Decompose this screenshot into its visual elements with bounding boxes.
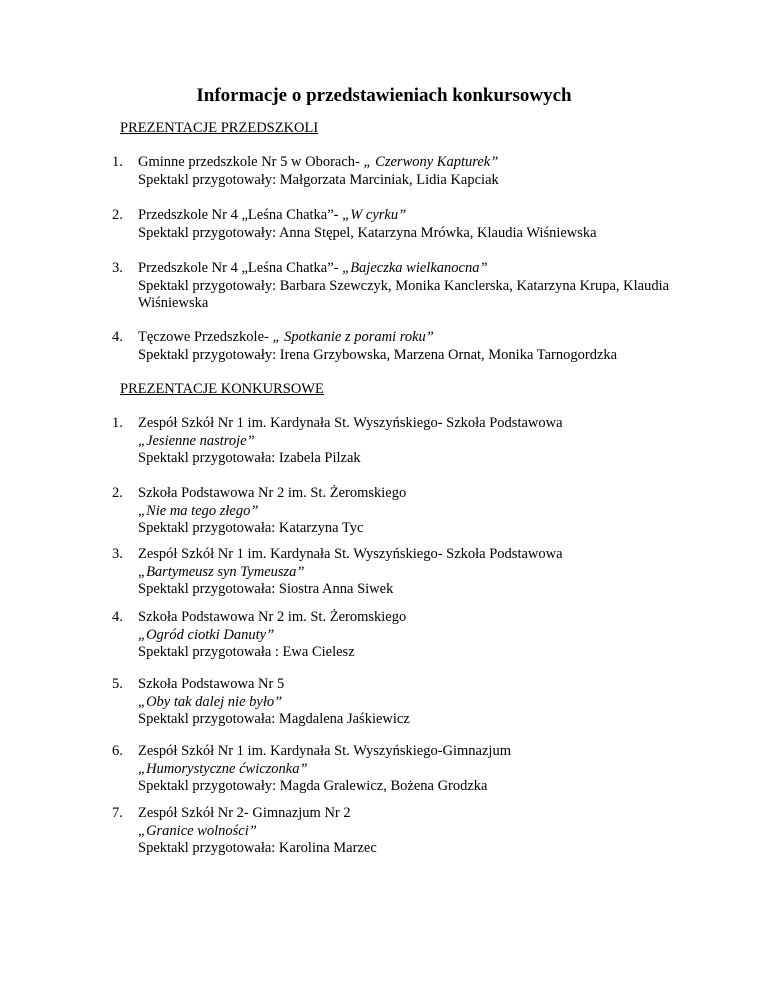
item-heading bbox=[138, 207, 748, 225]
item-number: 1. bbox=[112, 415, 123, 431]
item-number: 1. bbox=[112, 154, 123, 170]
item-heading bbox=[138, 329, 748, 347]
item-organization: Szkoła Podstawowa Nr 2 im. St. Żeromskiego bbox=[138, 609, 407, 625]
item-credits: Spektakl przygotowała: Izabela Pilzak bbox=[138, 450, 361, 466]
item-play-title: „Nie ma tego złego” bbox=[138, 502, 259, 519]
item-organization: Zespół Szkół Nr 1 im. Kardynała St. Wyszyńskiego- Szkoła Podstawowa bbox=[138, 415, 563, 431]
item-credits: Spektakl przygotowała: Karolina Marzec bbox=[138, 840, 377, 856]
list-item bbox=[112, 207, 748, 242]
list-item bbox=[112, 546, 748, 599]
item-heading bbox=[138, 260, 698, 278]
item-organization: Szkoła Podstawowa Nr 5 bbox=[138, 676, 285, 692]
item-organization: Przedszkole Nr 4 „Leśna Chatka”- bbox=[138, 260, 343, 276]
item-credits: Spektakl przygotowały: Barbara Szewczyk, Monika Kanclerska, Katarzyna Krupa, Klaudia Wiśniewska bbox=[138, 277, 670, 311]
item-play-title: „Ogród ciotki Danuty” bbox=[138, 626, 275, 643]
section-heading-competition: PREZENTACJE KONKURSOWE bbox=[120, 381, 324, 397]
item-play-title: „W cyrku” bbox=[342, 207, 407, 223]
item-play-title: „Bajeczka wielkanocna” bbox=[342, 260, 488, 276]
item-credits: Spektakl przygotowały: Magda Gralewicz, Bożena Grodzka bbox=[138, 778, 488, 794]
item-number: 5. bbox=[112, 676, 123, 692]
item-play-title: „Oby tak dalej nie było” bbox=[138, 693, 283, 710]
item-play-title: „Jesienne nastroje” bbox=[138, 432, 255, 449]
list-item bbox=[112, 609, 748, 662]
item-play-title: „Bartymeusz syn Tymeusza” bbox=[138, 563, 305, 580]
item-number: 3. bbox=[112, 260, 123, 276]
item-number: 4. bbox=[112, 329, 123, 345]
item-play-title: „ Czerwony Kapturek” bbox=[363, 154, 499, 170]
item-credits: Spektakl przygotowała: Magdalena Jaśkiewicz bbox=[138, 711, 410, 727]
item-number: 7. bbox=[112, 805, 123, 821]
item-number: 4. bbox=[112, 609, 123, 625]
item-play-title: „Granice wolności” bbox=[138, 822, 257, 839]
list-item bbox=[112, 154, 748, 189]
list-item bbox=[112, 485, 748, 538]
item-organization: Tęczowe Przedszkole- bbox=[138, 329, 273, 345]
item-play-title: „ Spotkanie z porami roku” bbox=[272, 329, 434, 345]
item-number: 6. bbox=[112, 743, 123, 759]
item-credits: Spektakl przygotowała: Siostra Anna Siwek bbox=[138, 581, 394, 597]
item-organization: Przedszkole Nr 4 „Leśna Chatka”- bbox=[138, 207, 343, 223]
item-organization: Gminne przedszkole Nr 5 w Oborach- bbox=[138, 154, 364, 170]
list-item bbox=[112, 676, 748, 729]
item-credits: Spektakl przygotowały: Anna Stępel, Katarzyna Mrówka, Klaudia Wiśniewska bbox=[138, 224, 597, 241]
section-heading-preschool: PREZENTACJE PRZEDSZKOLI bbox=[120, 120, 319, 136]
list-item bbox=[112, 260, 698, 313]
item-organization: Szkoła Podstawowa Nr 2 im. St. Żeromskiego bbox=[138, 485, 407, 501]
list-item bbox=[112, 415, 748, 468]
list-item bbox=[112, 329, 748, 364]
item-number: 2. bbox=[112, 207, 123, 223]
item-credits: Spektakl przygotowała : Ewa Cielesz bbox=[138, 644, 355, 660]
page-title: Informacje o przedstawieniach konkursowych bbox=[196, 85, 572, 106]
list-item bbox=[112, 805, 748, 858]
item-organization: Zespół Szkół Nr 1 im. Kardynała St. Wyszyńskiego- Szkoła Podstawowa bbox=[138, 546, 563, 562]
item-number: 2. bbox=[112, 485, 123, 501]
item-credits: Spektakl przygotowały: Małgorzata Marciniak, Lidia Kapciak bbox=[138, 171, 499, 188]
item-play-title: „Humorystyczne ćwiczonka” bbox=[138, 760, 308, 777]
item-credits: Spektakl przygotowała: Katarzyna Tyc bbox=[138, 520, 364, 536]
item-organization: Zespół Szkół Nr 2- Gimnazjum Nr 2 bbox=[138, 805, 351, 821]
item-credits: Spektakl przygotowały: Irena Grzybowska, Marzena Ornat, Monika Tarnogordzka bbox=[138, 346, 618, 363]
list-item bbox=[112, 743, 748, 796]
item-number: 3. bbox=[112, 546, 123, 562]
item-organization: Zespół Szkół Nr 1 im. Kardynała St. Wyszyńskiego-Gimnazjum bbox=[138, 743, 511, 759]
item-heading bbox=[138, 154, 748, 172]
